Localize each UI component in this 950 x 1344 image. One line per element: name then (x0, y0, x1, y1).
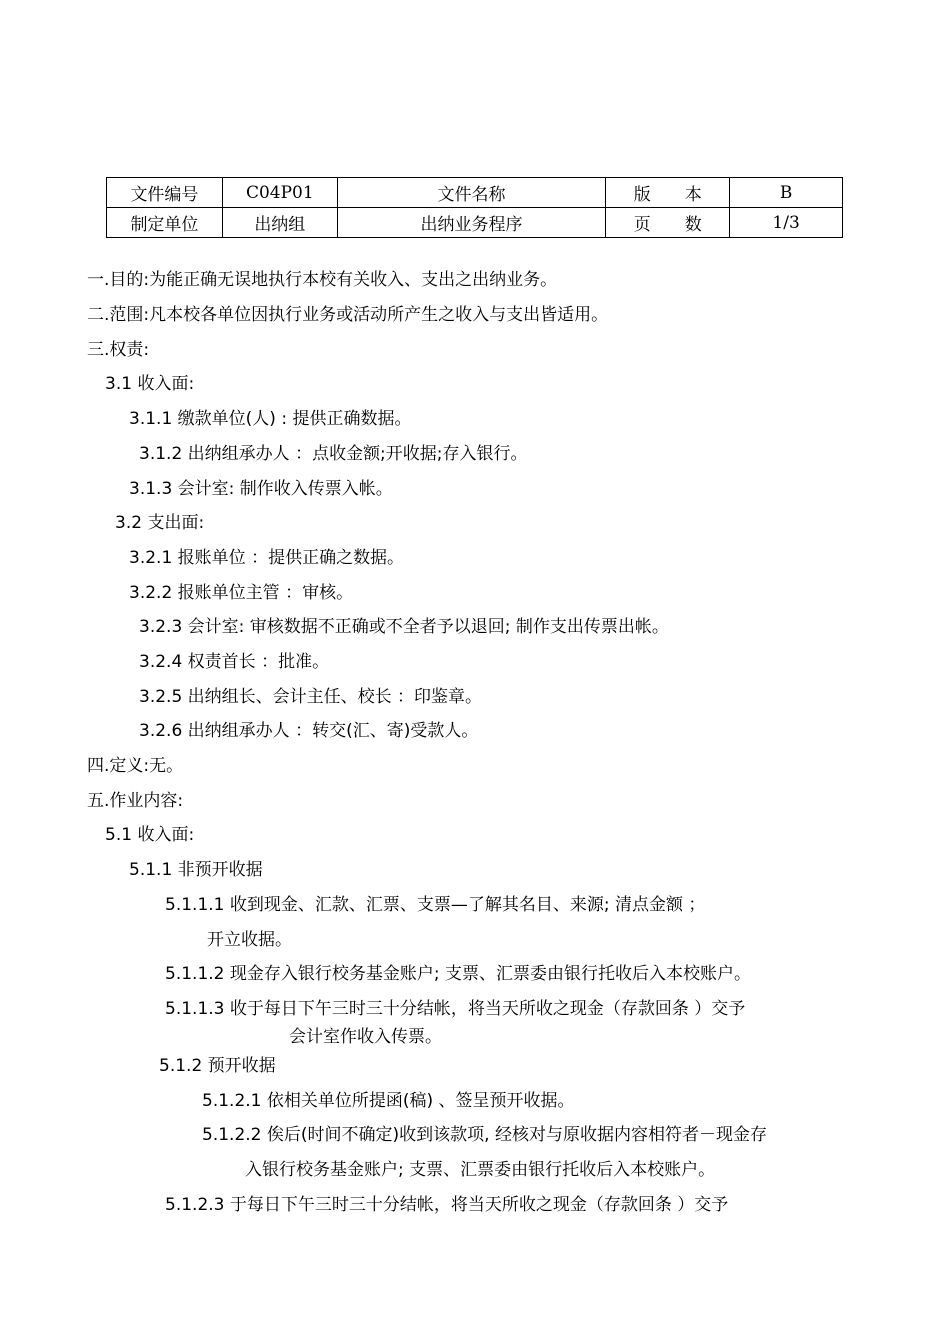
header-cell: C04P01 (222, 178, 337, 208)
item-line: 3.2.5 出纳组长、会计主任、校长 ：印鉴章。 (139, 687, 483, 707)
item-line: 5.1.1.3 收于每日下午三时三十分结帐，将当天所收之现金（存款回条 ）交予 (165, 999, 746, 1019)
item-line: 5.1.2.2 俟后(时间不确定)收到该款项, 经核对与原收据内容相符者－现金存 (202, 1125, 767, 1145)
item-continuation: 会计室作收入传票。 (289, 1027, 442, 1047)
header-cell: 出纳业务程序 (337, 208, 606, 238)
item-line: 5.1.2.1 依相关单位所提函(稿) 、签呈预开收据。 (202, 1091, 575, 1111)
item-line: 5.1.2.3 于每日下午三时三十分结帐，将当天所收之现金（存款回条 ）交予 (165, 1195, 729, 1215)
document-header-table (106, 177, 843, 238)
item-line: 3.2.6 出纳组承办人 ：转交(汇、寄)受款人。 (139, 721, 479, 741)
item-line: 3.1.1 缴款单位(人) : 提供正确数据。 (129, 409, 412, 429)
section-procedure: 五.作业内容: (87, 791, 184, 811)
item-line: 3.2.3 会计室: 审核数据不正确或不全者予以退回; 制作支出传票出帐。 (139, 617, 669, 637)
item-line: 5.1.1.1 收到现金、汇款、汇票、支票—了解其名目、来源; 清点金额 ； (165, 895, 706, 915)
section-definition: 四.定义:无。 (87, 756, 184, 776)
item-line: 3.2.4 权责首长 ：批准。 (139, 652, 330, 672)
header-cell: 文件编号 (107, 178, 223, 208)
subsection-income: 3.1 收入面: (105, 374, 195, 394)
header-cell: 版 本 (606, 178, 730, 208)
header-row (107, 208, 843, 238)
header-cell: 出纳组 (222, 208, 337, 238)
subsection-expense: 3.2 支出面: (115, 513, 205, 533)
header-cell: 页 数 (606, 208, 730, 238)
header-cell: B (730, 178, 843, 208)
item-line: 3.1.2 出纳组承办人 ：点收金额;开收据;存入银行。 (139, 444, 528, 464)
section-responsibility: 三.权责: (87, 340, 150, 360)
item-continuation: 入银行校务基金账户; 支票、汇票委由银行托收后入本校账户。 (245, 1160, 716, 1180)
header-row (107, 178, 843, 208)
item-line: 3.2.2 报账单位主管 ：审核。 (129, 583, 354, 603)
subsection-income: 5.1 收入面: (105, 825, 195, 845)
item-line: 3.1.3 会计室: 制作收入传票入帐。 (129, 479, 393, 499)
section-purpose: 一.目的:为能正确无误地执行本校有关收入、支出之出纳业务。 (87, 270, 558, 290)
header-cell: 1/3 (730, 208, 843, 238)
item-line: 5.1.1 非预开收据 (129, 860, 263, 880)
header-cell: 制定单位 (107, 208, 223, 238)
header-cell: 文件名称 (337, 178, 606, 208)
item-line: 3.2.1 报账单位 ：提供正确之数据。 (129, 548, 405, 568)
item-line: 5.1.1.2 现金存入银行校务基金账户; 支票、汇票委由银行托收后入本校账户。 (165, 964, 752, 984)
section-scope: 二.范围:凡本校各单位因执行业务或活动所产生之收入与支出皆适用。 (87, 305, 609, 325)
item-continuation: 开立收据。 (207, 930, 292, 950)
item-line: 5.1.2 预开收据 (159, 1056, 276, 1076)
